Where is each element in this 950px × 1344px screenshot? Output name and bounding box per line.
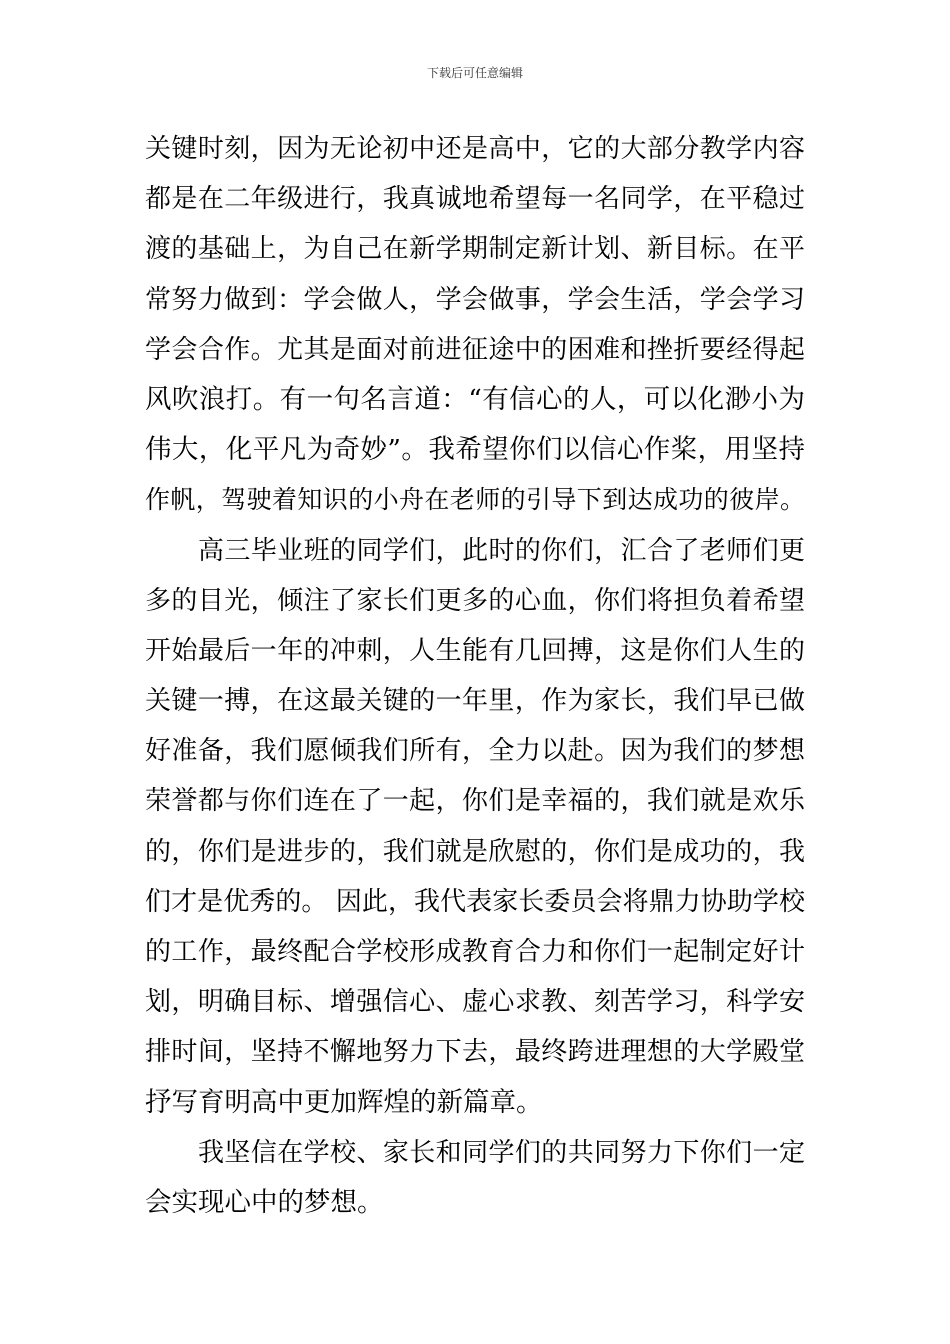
text-line: 的，你们是进步的，我们就是欣慰的，你们是成功的，我 <box>145 836 805 867</box>
text-line: 高三毕业班的同学们，此时的你们，汇合了老师们更 <box>198 535 805 566</box>
text-line: 多的目光，倾注了家长们更多的心血，你们将担负着希望 <box>145 585 805 616</box>
text-line: 排时间，坚持不懈地努力下去，最终跨进理想的大学殿堂 <box>145 1037 805 1068</box>
document-body <box>145 124 805 1228</box>
text-line: 关键时刻，因为无论初中还是高中，它的大部分教学内容 <box>145 134 805 164</box>
text-line: 关键一搏，在这最关键的一年里，作为家长，我们早已做 <box>145 686 805 717</box>
text-line: 风吹浪打。有一句名言道：“有信心的人，可以化渺小为 <box>145 383 805 415</box>
text-line: 开始最后一年的冲刺，人生能有几回搏，这是你们人生的 <box>145 635 805 666</box>
text-line: 我坚信在学校、家长和同学们的共同努力下你们一定 <box>198 1137 805 1168</box>
text-line: 都是在二年级进行，我真诚地希望每一名同学，在平稳过 <box>145 184 805 215</box>
text-line: 抒写育明高中更加辉煌的新篇章。 <box>145 1086 543 1118</box>
text-line: 荣誉都与你们连在了一起，你们是幸福的，我们就是欢乐 <box>145 786 805 817</box>
page-header: 下载后可任意编辑 <box>426 66 523 80</box>
text-line: 会实现心中的梦想。 <box>145 1186 384 1218</box>
text-line: 作帆，驾驶着知识的小舟在老师的引导下到达成功的彼岸。 <box>145 485 805 515</box>
text-line: 的工作，最终配合学校形成教育合力和你们一起制定好计 <box>145 937 805 967</box>
text-line: 学会合作。尤其是面对前进征途中的困难和挫折要经得起 <box>145 334 805 365</box>
text-line: 伟大，化平凡为奇妙”。我希望你们以信心作桨，用坚持 <box>145 434 805 466</box>
text-line: 好准备，我们愿倾我们所有，全力以赴。因为我们的梦想 <box>145 736 805 767</box>
text-line: 渡的基础上，为自己在新学期制定新计划、新目标。在平 <box>145 234 805 265</box>
text-line: 常努力做到：学会做人，学会做事，学会生活，学会学习 <box>145 284 805 315</box>
text-line: 划，明确目标、增强信心、虚心求教、刻苦学习，科学安 <box>145 987 805 1018</box>
text-line: 们才是优秀的。 因此，我代表家长委员会将鼎力协助学校 <box>145 886 805 917</box>
